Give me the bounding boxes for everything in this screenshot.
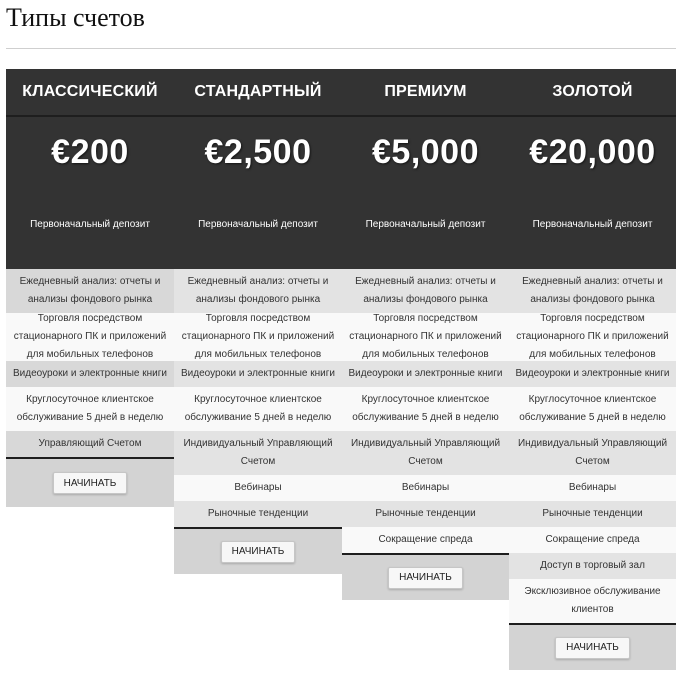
feature-list: [6, 269, 174, 457]
feature-item: Круглосуточное клиентское обслуживание 5 дней в неделю: [342, 387, 509, 431]
plan-deposit-label: Первоначальный депозит: [198, 219, 318, 230]
feature-item: Торговля посредством стационарного ПК и приложений для мобильных телефонов: [509, 313, 676, 361]
start-button[interactable]: НАЧИНАТЬ: [221, 541, 296, 563]
feature-item: Ежедневный анализ: отчеты и анализы фондового рынка: [6, 269, 174, 313]
feature-item: Рыночные тенденции: [342, 501, 509, 527]
page-title: Типы счетов: [6, 3, 145, 32]
plan-header: [6, 69, 174, 269]
title-divider: [6, 48, 676, 49]
feature-list: [174, 269, 342, 527]
feature-item: Управляющий Счетом: [6, 431, 174, 457]
feature-item: Видеоуроки и электронные книги: [174, 361, 342, 387]
plan-classic: [6, 69, 174, 507]
feature-item: Ежедневный анализ: отчеты и анализы фондового рынка: [509, 269, 676, 313]
feature-item: Торговля посредством стационарного ПК и приложений для мобильных телефонов: [6, 313, 174, 361]
plan-deposit-label: Первоначальный депозит: [532, 219, 653, 230]
start-button[interactable]: НАЧИНАТЬ: [388, 567, 463, 589]
feature-item: Круглосуточное клиентское обслуживание 5 дней в неделю: [509, 387, 676, 431]
feature-item: Ежедневный анализ: отчеты и анализы фондового рынка: [174, 269, 342, 313]
feature-item: Индивидуальный Управляющий Счетом: [509, 431, 676, 475]
feature-item: Индивидуальный Управляющий Счетом: [342, 431, 509, 475]
plan-price: €5,000: [372, 133, 479, 171]
plan-footer: [174, 527, 342, 574]
feature-item: Торговля посредством стационарного ПК и приложений для мобильных телефонов: [174, 313, 342, 361]
start-button[interactable]: НАЧИНАТЬ: [53, 472, 128, 494]
feature-item: Вебинары: [509, 475, 676, 501]
plan-premium: [342, 69, 509, 600]
plan-name: ПРЕМИУМ: [342, 69, 509, 117]
feature-item: Индивидуальный Управляющий Счетом: [174, 431, 342, 475]
feature-item: Сокращение спреда: [342, 527, 509, 553]
feature-item: Доступ в торговый зал: [509, 553, 676, 579]
feature-item: Торговля посредством стационарного ПК и приложений для мобильных телефонов: [342, 313, 509, 361]
feature-item: Видеоуроки и электронные книги: [509, 361, 676, 387]
plan-footer: [6, 457, 174, 507]
feature-item: Вебинары: [342, 475, 509, 501]
feature-item: Круглосуточное клиентское обслуживание 5 дней в неделю: [6, 387, 174, 431]
plan-price: €2,500: [204, 133, 312, 171]
plan-name: ЗОЛОТОЙ: [509, 69, 676, 117]
plan-deposit-label: Первоначальный депозит: [30, 219, 150, 230]
start-button[interactable]: НАЧИНАТЬ: [555, 637, 630, 659]
plan-name: КЛАССИЧЕСКИЙ: [6, 69, 174, 117]
plan-gold: [509, 69, 676, 670]
feature-item: Эксклюзивное обслуживание клиентов: [509, 579, 676, 623]
plan-price: €20,000: [529, 133, 656, 171]
plan-header: [174, 69, 342, 269]
feature-item: Видеоуроки и электронные книги: [342, 361, 509, 387]
feature-item: Рыночные тенденции: [509, 501, 676, 527]
plan-price: €200: [51, 133, 129, 171]
plan-standard: [174, 69, 342, 574]
plan-header: [342, 69, 509, 269]
feature-item: Ежедневный анализ: отчеты и анализы фондового рынка: [342, 269, 509, 313]
feature-item: Рыночные тенденции: [174, 501, 342, 527]
feature-item: Сокращение спреда: [509, 527, 676, 553]
plan-header: [509, 69, 676, 269]
plan-footer: [342, 553, 509, 600]
plan-footer: [509, 623, 676, 670]
feature-list: [509, 269, 676, 623]
feature-item: Вебинары: [174, 475, 342, 501]
feature-item: Видеоуроки и электронные книги: [6, 361, 174, 387]
plan-deposit-label: Первоначальный депозит: [365, 219, 486, 230]
feature-list: [342, 269, 509, 553]
pricing-table: [6, 69, 676, 670]
feature-item: Круглосуточное клиентское обслуживание 5 дней в неделю: [174, 387, 342, 431]
plan-name: СТАНДАРТНЫЙ: [174, 69, 342, 117]
